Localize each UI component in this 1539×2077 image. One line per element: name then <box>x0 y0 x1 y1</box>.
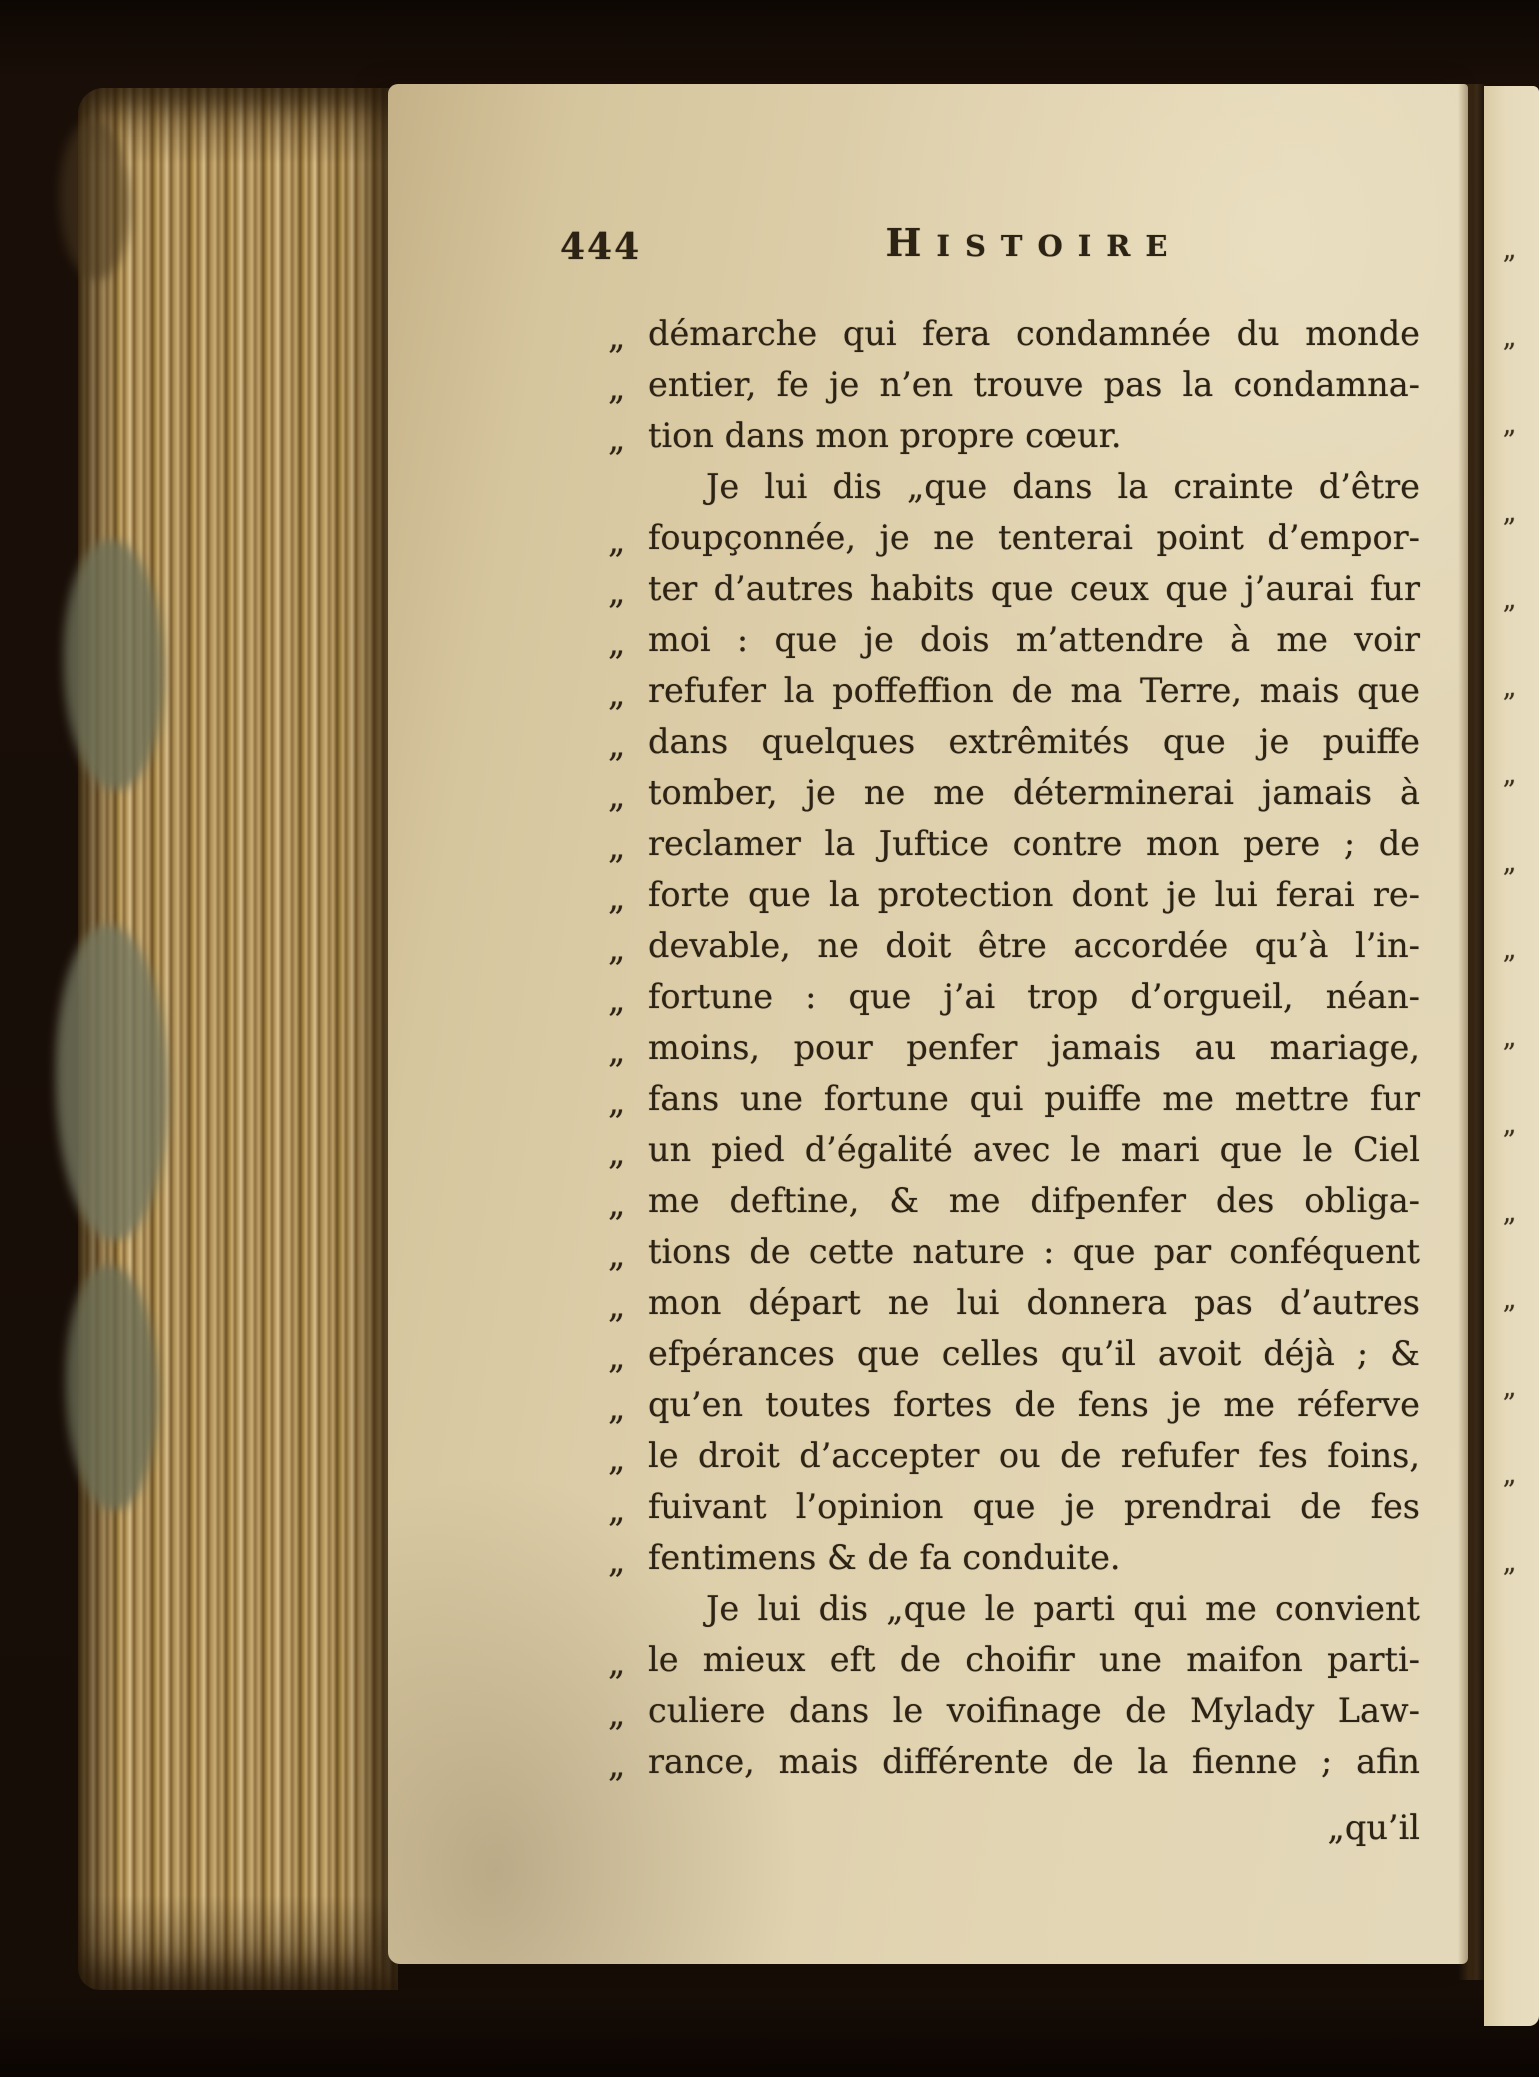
hanging-quote-mark: „ <box>608 572 626 611</box>
text-line <box>608 665 1420 716</box>
hanging-quote-mark: „ <box>608 725 626 764</box>
text-line-content: efpérances que celles qu’il avoit déjà ; & <box>648 1334 1420 1373</box>
text-line <box>608 1277 1420 1328</box>
hanging-quote-mark: „ <box>608 776 626 815</box>
text-line-content: le droit d’accepter ou de refufer fes foins, <box>648 1436 1420 1475</box>
edge-quote-mark: „ <box>1500 321 1518 353</box>
text-line <box>608 512 1420 563</box>
hanging-quote-mark: „ <box>608 1541 626 1580</box>
text-line <box>608 1226 1420 1277</box>
text-line-content: démarche qui fera condamnée du monde <box>648 314 1420 353</box>
hanging-quote-mark: „ <box>608 1694 626 1733</box>
text-line <box>608 1328 1420 1379</box>
text-line-content: ter d’autres habits que ceux que j’aurai fur <box>648 569 1420 608</box>
page-fold-crease <box>1458 84 1486 1980</box>
page-text-block <box>608 308 1420 1853</box>
edge-quote-mark: „ <box>1500 671 1518 704</box>
hanging-quote-mark: „ <box>608 1643 626 1682</box>
edge-quote-mark: „ <box>1500 758 1518 791</box>
text-line <box>608 1022 1420 1073</box>
edge-quote-mark: „ <box>1500 1458 1518 1491</box>
text-line <box>608 1736 1420 1787</box>
text-line-content: fuivant l’opinion que je prendrai de fes <box>648 1487 1420 1526</box>
text-line-content: me deftine, & me difpenfer des obliga- <box>648 1181 1420 1220</box>
hanging-quote-mark: „ <box>608 623 626 662</box>
text-line <box>608 1430 1420 1481</box>
facing-page-quote-marks <box>1500 233 1532 1579</box>
text-line <box>608 920 1420 971</box>
text-line-content: devable, ne doit être accordée qu’à l’in- <box>648 926 1420 965</box>
facing-page-edge <box>1484 86 1539 2026</box>
hanging-quote-mark: „ <box>608 1184 626 1223</box>
text-line-content: qu’en toutes fortes de fens je me réferve <box>648 1385 1420 1424</box>
text-line <box>608 818 1420 869</box>
text-line-content: fortune : que j’ai trop d’orgueil, néan- <box>648 977 1420 1016</box>
catchword: „qu’il <box>1327 1808 1420 1847</box>
edge-quote-mark: „ <box>1500 1021 1518 1054</box>
text-line-content: moi : que je dois m’attendre à me voir <box>648 620 1420 659</box>
hanging-quote-mark: „ <box>608 980 626 1019</box>
text-line-content: un pied d’égalité avec le mari que le Ciel <box>648 1130 1420 1169</box>
edge-quote-mark: „ <box>1500 496 1518 529</box>
text-line-content: Je lui dis „que le parti qui me convient <box>706 1589 1420 1628</box>
running-title: HISTOIRE <box>885 220 1183 265</box>
edge-quote-mark: „ <box>1500 583 1518 616</box>
text-line-content: le mieux eft de choifir une maifon parti- <box>648 1640 1420 1679</box>
text-line-content: Je lui dis „que dans la crainte d’être <box>706 467 1420 506</box>
hanging-quote-mark: „ <box>608 674 626 713</box>
edge-quote-mark: „ <box>1500 1546 1518 1579</box>
book-page <box>388 84 1468 1964</box>
text-line <box>608 1073 1420 1124</box>
text-line-content: tion dans mon propre cœur. <box>648 416 1122 455</box>
text-lines <box>608 308 1420 1787</box>
text-line <box>648 1583 1420 1634</box>
text-line-content: fentimens & de fa conduite. <box>648 1538 1121 1577</box>
edge-quote-mark: „ <box>1500 933 1518 966</box>
text-line <box>608 1481 1420 1532</box>
text-line <box>608 716 1420 767</box>
hanging-quote-mark: „ <box>608 368 626 407</box>
text-line-content: moins, pour penfer jamais au mariage, <box>648 1028 1420 1067</box>
text-line <box>608 308 1420 359</box>
text-line-content: entier, fe je n’en trouve pas la condamna- <box>648 365 1420 404</box>
hanging-quote-mark: „ <box>608 878 626 917</box>
edge-quote-mark: „ <box>1500 233 1518 266</box>
text-line <box>608 1379 1420 1430</box>
hanging-quote-mark: „ <box>608 1133 626 1172</box>
edge-quote-mark: „ <box>1500 1371 1518 1404</box>
page-number: 444 <box>560 226 642 268</box>
text-line <box>608 767 1420 818</box>
text-line-content: tions de cette nature : que par conféquent <box>648 1232 1420 1271</box>
text-line-content: tomber, je ne me déterminerai jamais à <box>648 773 1420 812</box>
text-line-content: dans quelques extrêmités que je puiffe <box>648 722 1420 761</box>
hanging-quote-mark: „ <box>608 1490 626 1529</box>
hanging-quote-mark: „ <box>608 1388 626 1427</box>
text-line <box>608 614 1420 665</box>
edge-quote-mark: „ <box>1500 1196 1518 1229</box>
text-line-content: culiere dans le voifinage de Mylady Law- <box>648 1691 1420 1730</box>
text-line-content: refufer la poffeffion de ma Terre, mais que <box>648 671 1420 710</box>
edge-quote-mark: „ <box>1500 408 1518 441</box>
hanging-quote-mark: „ <box>608 1337 626 1376</box>
text-line-content: foupçonnée, je ne tenterai point d’empor- <box>648 518 1420 557</box>
text-line-content: mon départ ne lui donnera pas d’autres <box>648 1283 1420 1322</box>
text-line <box>608 359 1420 410</box>
hanging-quote-mark: „ <box>608 1745 626 1784</box>
text-line <box>608 1634 1420 1685</box>
text-line <box>608 869 1420 920</box>
hanging-quote-mark: „ <box>608 1031 626 1070</box>
hanging-quote-mark: „ <box>608 521 626 560</box>
hanging-quote-mark: „ <box>608 1286 626 1325</box>
edge-quote-mark: „ <box>1500 846 1518 879</box>
text-line <box>608 971 1420 1022</box>
text-line <box>608 1124 1420 1175</box>
edge-quote-mark: „ <box>1500 1283 1518 1316</box>
text-line <box>608 410 1420 461</box>
hanging-quote-mark: „ <box>608 419 626 458</box>
hanging-quote-mark: „ <box>608 1439 626 1478</box>
hanging-quote-mark: „ <box>608 929 626 968</box>
text-line <box>648 461 1420 512</box>
text-line <box>608 563 1420 614</box>
edge-quote-mark: „ <box>1500 1108 1518 1141</box>
text-line <box>608 1532 1420 1583</box>
hanging-quote-mark: „ <box>608 827 626 866</box>
text-line-content: rance, mais différente de la fienne ; afin <box>648 1742 1420 1781</box>
hanging-quote-mark: „ <box>608 1082 626 1121</box>
text-line-content: reclamer la Juftice contre mon pere ; de <box>648 824 1420 863</box>
text-line-content: fans une fortune qui puiffe me mettre fur <box>648 1079 1420 1118</box>
text-line <box>608 1175 1420 1226</box>
text-line <box>608 1685 1420 1736</box>
hanging-quote-mark: „ <box>608 1235 626 1274</box>
text-line-content: forte que la protection dont je lui ferai re- <box>648 875 1420 914</box>
page-header <box>560 220 1420 272</box>
hanging-quote-mark: „ <box>608 317 626 356</box>
